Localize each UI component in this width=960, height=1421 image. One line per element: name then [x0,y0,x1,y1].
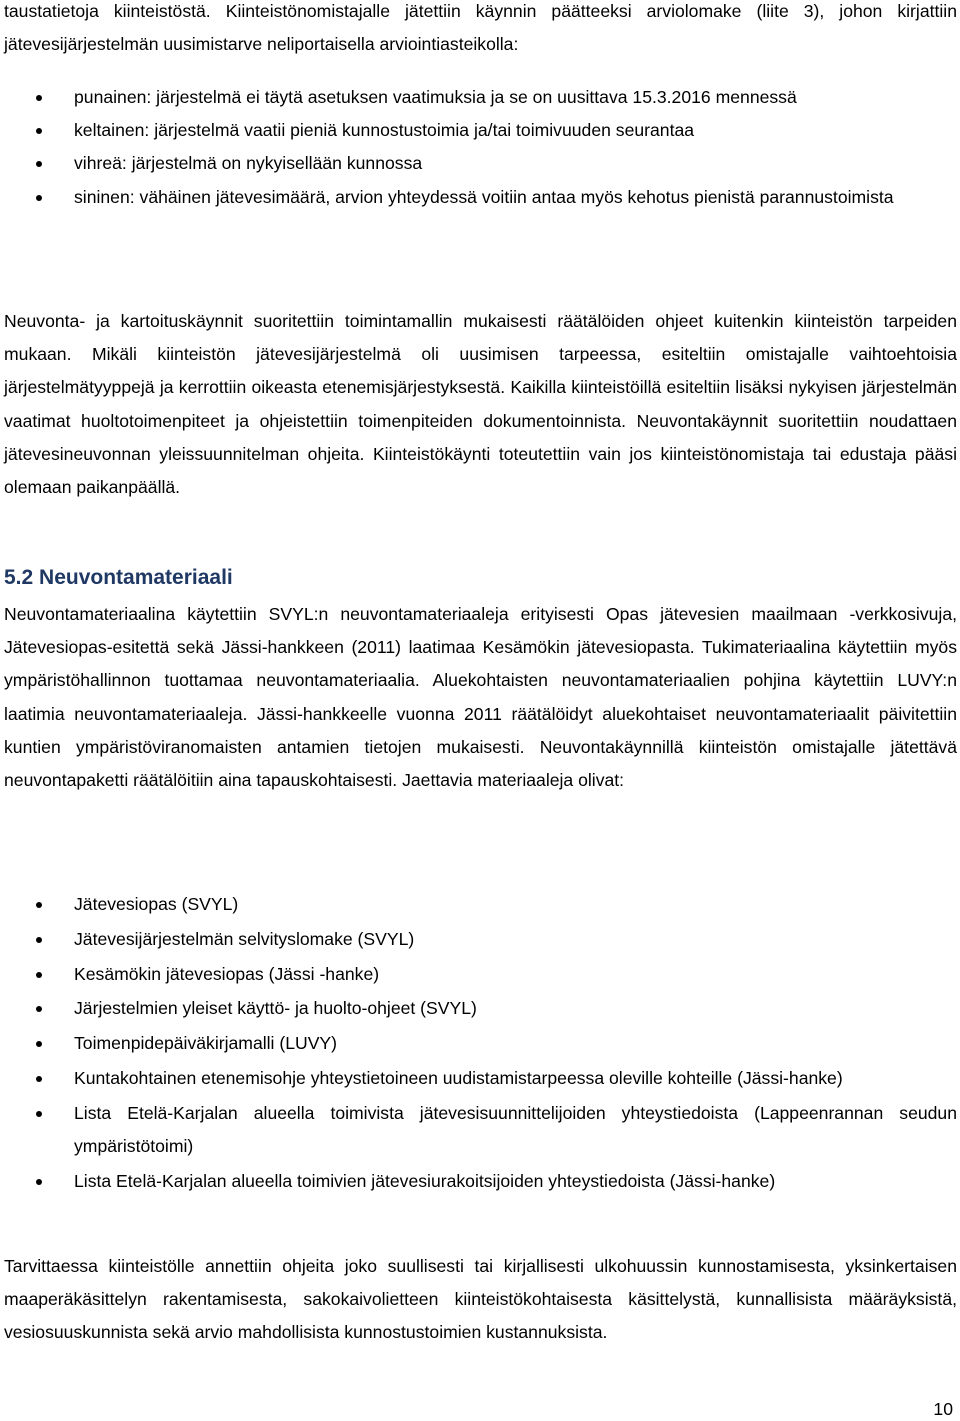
bullet-icon [36,972,42,978]
list-item [4,1097,957,1163]
bullet-icon [36,1179,42,1185]
list-item [4,923,957,956]
materials-paragraph: Neuvontamateriaalina käytettiin SVYL:n neuvontamateriaaleja erityisesti Opas jätevesien maailmaan -verkkosivuja, Jätevesiopas-esitettä sekä Jässi-hankkeen (2011) laatimaa Kesämökin jätevesiopasta. Tukimateriaalina käytettiin myös ympäristöhallinnon tuottamaa neuvontamateriaalia. Aluekohtaisten neuvontamateriaalien pohjina käytettiin LUVY:n laatimia neuvontamateriaaleja. Jässi-hankkeelle vuonna 2011 räätälöidyt aluekohtaiset neuvontamateriaalit päivitettiin kuntien ympäristöviranomaisten antamien tietojen mukaisesti. Neuvontakäynnillä kiinteistön omistajalle jätettävä neuvontapaketti räätälöitiin aina tapauskohtaisesti. Jaettavia materiaaleja olivat: [4,604,957,791]
bullet-icon [36,937,42,943]
list-item [4,1062,957,1095]
intro-paragraph: taustatietoja kiinteistöstä. Kiinteistönomistajalle jätettiin käynnin päätteeksi arviolomake (liite 3), johon kirjattiin jätevesijärjestelmän uusimistarve neliportaisella arviointiasteikolla: [4,1,957,55]
bullet-icon [36,1006,42,1012]
list-item-text: vihreä: järjestelmä on nykyisellään kunnossa [74,153,423,174]
rating-scale-list [4,81,957,214]
list-item [4,1027,957,1060]
list-item [4,81,957,114]
list-item-text: keltainen: järjestelmä vaatii pieniä kunnostustoimia ja/tai toimivuuden seurantaa [74,120,695,141]
bullet-icon [36,902,42,908]
list-item [4,888,957,921]
page-number: 10 [933,1399,953,1419]
list-item-text: Jätevesiopas (SVYL) [74,894,239,914]
list-item-text: Kesämökin jätevesiopas (Jässi -hanke) [74,963,380,984]
visits-paragraph: Neuvonta- ja kartoituskäynnit suoritettiin toimintamallin mukaisesti räätälöiden ohjeet kuitenkin kiinteistön tarpeiden mukaan. Mikäli kiinteistön jätevesijärjestelmä oli uusimisen tarpeessa, esiteltiin omistajalle vaihtoehtoisia järjestelmätyyppejä ja kerrottiin oikeasta etenemisjärjestyksestä. Kaikilla kiinteistöillä esiteltiin lisäksi nykyisen järjestelmän vaatimat huoltotoimenpiteet ja ohjeistettiin toimenpiteiden dokumentoinnista. Neuvontakäynnit suoritettiin noudattaen jätevesineuvonnan yleissuunnitelman ohjeita. Kiinteistökäynti toteutettiin vain jos kiinteistönomistaja tai edustaja pääsi olemaan paikanpäällä. [4,311,957,498]
bullet-icon [36,195,42,201]
list-item-text: punainen: järjestelmä ei täytä asetuksen vaatimuksia ja se on uusittava 15.3.2016 mennessä [74,87,797,107]
bullet-icon [36,161,42,167]
list-item-text: Jätevesijärjestelmän selvityslomake (SVYL) [74,928,415,949]
bullet-icon [36,95,42,101]
list-item-text: Toimenpidepäiväkirjamalli (LUVY) [74,1033,338,1054]
section-heading: 5.2 Neuvontamateriaali [4,566,233,589]
list-item [4,147,957,180]
list-item [4,992,957,1025]
extra-guidance-paragraph: Tarvittaessa kiinteistölle annettiin ohjeita joko suullisesti tai kirjallisesti ulkohuussin kunnostamisesta, yksinkertaisen maaperäkäsittelyn rakentamisesta, sakokaivolietteen kiinteistökohtaisesta käsittelystä, kunnallisista määräyksistä, vesiosuuskunnista sekä arvio mahdollisista kunnostustoimien kustannuksista. [4,1256,957,1343]
list-item [4,181,957,214]
list-item [4,1165,957,1198]
bullet-icon [36,1076,42,1082]
materials-list [4,888,957,1200]
list-item-text: Lista Etelä-Karjalan alueella toimivista jätevesisuunnittelijoiden yhteystiedoista (Lappeenrannan seudun ympäristötoimi) [74,1102,957,1156]
list-item [4,114,957,147]
list-item-text: Lista Etelä-Karjalan alueella toimivien jätevesiurakoitsijoiden yhteystiedoista (Jässi-hanke) [74,1170,776,1191]
bullet-icon [36,1111,42,1117]
list-item-text: Järjestelmien yleiset käyttö- ja huolto-ohjeet (SVYL) [74,998,477,1019]
bullet-icon [36,1041,42,1047]
bullet-icon [36,128,42,134]
list-item [4,958,957,991]
list-item-text: Kuntakohtainen etenemisohje yhteystietoineen uudistamistarpeessa oleville kohteille (Jässi-hanke) [74,1067,843,1088]
list-item-text: sininen: vähäinen jätevesimäärä, arvion yhteydessä voitiin antaa myös kehotus pienistä parannustoimista [74,186,894,207]
